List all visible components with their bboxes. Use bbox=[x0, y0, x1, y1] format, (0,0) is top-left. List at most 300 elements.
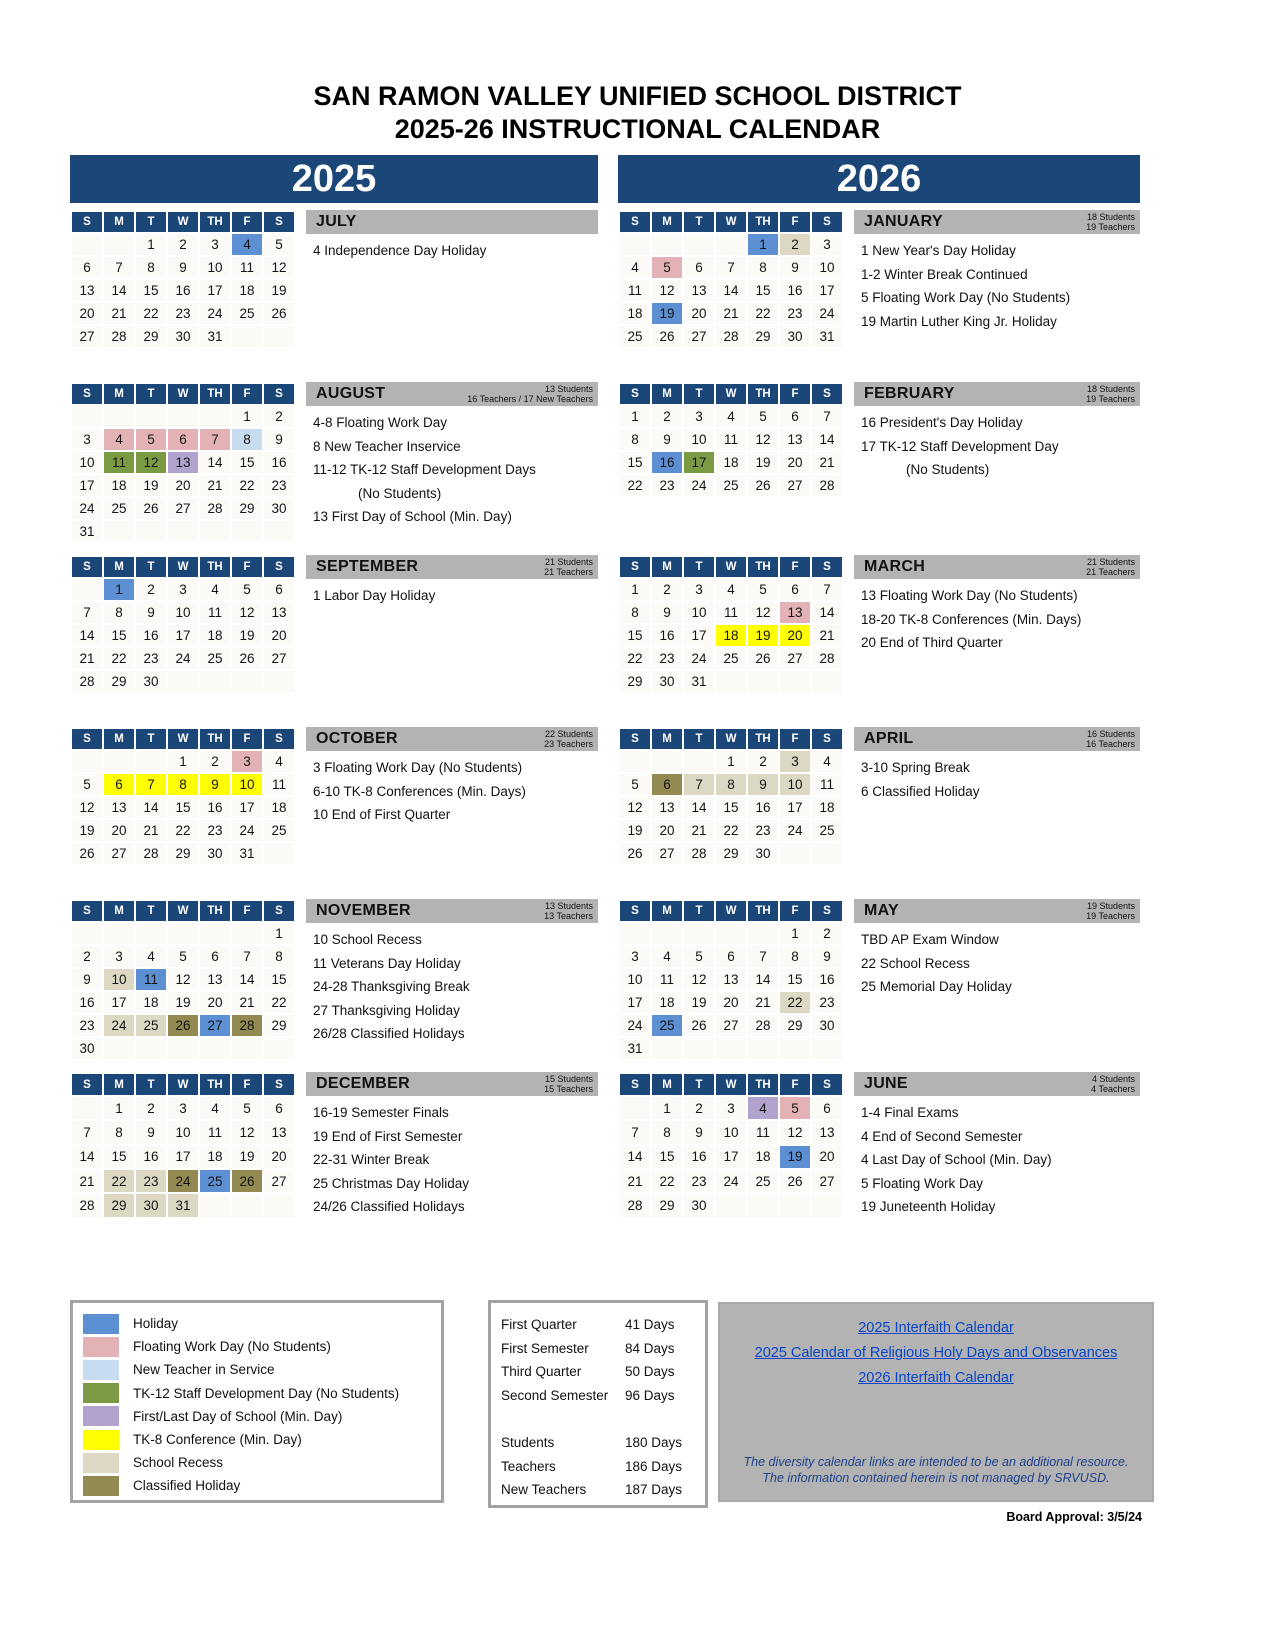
bottom-section bbox=[70, 1300, 1205, 1510]
day-cell: 16 bbox=[652, 625, 682, 646]
links-disclaimer: The diversity calendar links are intended to be an additional resource. The information contained herein is not managed by SRVUSD. bbox=[743, 1455, 1129, 1485]
empty-cell bbox=[168, 521, 198, 542]
day-cell: 10 bbox=[716, 1121, 746, 1143]
month-grid bbox=[70, 1072, 296, 1219]
day-cell-holiday: 1 bbox=[104, 579, 134, 600]
day-cell: 15 bbox=[168, 797, 198, 818]
day-cell: 12 bbox=[748, 602, 778, 623]
day-cell: 21 bbox=[104, 303, 134, 324]
day-cell-holiday: 16 bbox=[652, 452, 682, 473]
legend-swatch-classified bbox=[83, 1476, 119, 1496]
empty-cell bbox=[104, 923, 134, 944]
month-block-january bbox=[618, 210, 1140, 349]
day-cell: 1 bbox=[232, 406, 262, 427]
empty-cell bbox=[620, 751, 650, 772]
day-cell: 21 bbox=[200, 475, 230, 496]
day-cell: 28 bbox=[72, 671, 102, 692]
day-cell: 13 bbox=[652, 797, 682, 818]
legend-swatch-recess bbox=[83, 1453, 119, 1473]
legend-swatch-new_teacher bbox=[83, 1360, 119, 1380]
day-cell-recess: 23 bbox=[136, 1170, 166, 1192]
day-cell-floating: 4 bbox=[104, 429, 134, 450]
empty-cell bbox=[104, 234, 134, 255]
empty-cell bbox=[72, 751, 102, 772]
day-cell: 21 bbox=[136, 820, 166, 841]
day-header-cell: M bbox=[104, 212, 134, 232]
day-header-cell: S bbox=[264, 557, 294, 577]
day-cell: 21 bbox=[812, 452, 842, 473]
day-cell: 8 bbox=[136, 257, 166, 278]
day-header-cell: S bbox=[620, 557, 650, 577]
empty-cell bbox=[748, 1038, 778, 1059]
month-note: 25 Memorial Day Holiday bbox=[861, 979, 1012, 994]
day-header-cell: F bbox=[780, 212, 810, 232]
day-cell: 27 bbox=[104, 843, 134, 864]
month-title: FEBRUARY bbox=[864, 385, 955, 402]
day-cell: 21 bbox=[716, 303, 746, 324]
day-cell: 15 bbox=[104, 1146, 134, 1168]
day-cell: 26 bbox=[748, 648, 778, 669]
month-block-april bbox=[618, 727, 1140, 866]
summary-row bbox=[501, 1478, 697, 1502]
day-cell: 5 bbox=[72, 774, 102, 795]
month-note: 11-12 TK-12 Staff Development Days bbox=[313, 462, 536, 477]
day-cell: 26 bbox=[72, 843, 102, 864]
day-header-cell: S bbox=[620, 729, 650, 749]
legend-item-recess bbox=[83, 1451, 441, 1474]
day-cell-recess: 25 bbox=[136, 1015, 166, 1036]
day-cell: 4 bbox=[716, 579, 746, 600]
month-header-bar bbox=[306, 382, 598, 406]
month-notes bbox=[306, 555, 598, 694]
empty-cell bbox=[780, 1038, 810, 1059]
diversity-links-box bbox=[718, 1302, 1154, 1502]
day-cell: 14 bbox=[200, 452, 230, 473]
month-grid bbox=[70, 899, 296, 1061]
month-header-bar bbox=[306, 555, 598, 579]
day-cell: 23 bbox=[684, 1170, 714, 1192]
day-cell-tk8: 20 bbox=[780, 625, 810, 646]
month-day-counts: 16 Students 16 Teachers bbox=[1086, 729, 1135, 749]
day-header-cell: S bbox=[812, 729, 842, 749]
day-cell: 11 bbox=[716, 602, 746, 623]
summary-label: First Semester bbox=[501, 1340, 589, 1356]
day-cell-tk8: 8 bbox=[168, 774, 198, 795]
day-cell: 20 bbox=[200, 992, 230, 1013]
empty-cell bbox=[684, 923, 714, 944]
day-cell: 19 bbox=[136, 475, 166, 496]
day-cell: 10 bbox=[620, 969, 650, 990]
day-cell: 26 bbox=[620, 843, 650, 864]
month-header-bar bbox=[306, 899, 598, 923]
day-cell-holiday: 1 bbox=[748, 234, 778, 255]
empty-cell bbox=[200, 923, 230, 944]
day-cell: 17 bbox=[232, 797, 262, 818]
day-cell: 13 bbox=[264, 602, 294, 623]
month-day-counts: 15 Students 15 Teachers bbox=[544, 1074, 593, 1094]
day-cell: 1 bbox=[716, 751, 746, 772]
day-cell: 5 bbox=[620, 774, 650, 795]
day-cell: 23 bbox=[652, 648, 682, 669]
day-header-cell: S bbox=[264, 384, 294, 404]
empty-cell bbox=[104, 406, 134, 427]
day-cell: 4 bbox=[716, 406, 746, 427]
day-cell: 11 bbox=[232, 257, 262, 278]
calendar-link[interactable]: 2025 Interfaith Calendar bbox=[858, 1320, 1014, 1336]
month-note: (No Students) bbox=[906, 462, 990, 477]
empty-cell bbox=[780, 671, 810, 692]
day-cell: 20 bbox=[264, 625, 294, 646]
day-header-cell: TH bbox=[748, 212, 778, 232]
summary-row bbox=[501, 1384, 697, 1408]
day-cell: 22 bbox=[716, 820, 746, 841]
day-cell: 15 bbox=[232, 452, 262, 473]
month-title: MARCH bbox=[864, 558, 926, 575]
day-cell: 24 bbox=[72, 498, 102, 519]
day-cell: 5 bbox=[232, 1097, 262, 1119]
day-header-cell: T bbox=[684, 212, 714, 232]
day-cell: 30 bbox=[748, 843, 778, 864]
day-cell-tk8: 7 bbox=[136, 774, 166, 795]
empty-cell bbox=[652, 1038, 682, 1059]
day-cell: 3 bbox=[200, 234, 230, 255]
day-cell: 30 bbox=[264, 498, 294, 519]
month-day-counts: 4 Students 4 Teachers bbox=[1091, 1074, 1135, 1094]
day-cell: 6 bbox=[264, 579, 294, 600]
day-cell: 13 bbox=[200, 969, 230, 990]
day-cell: 28 bbox=[716, 326, 746, 347]
month-note: 5 Floating Work Day bbox=[861, 1175, 984, 1191]
month-note: 20 End of Third Quarter bbox=[861, 635, 1003, 650]
day-cell: 12 bbox=[168, 969, 198, 990]
day-cell: 2 bbox=[652, 406, 682, 427]
day-header-cell: TH bbox=[200, 901, 230, 921]
day-header-cell: TH bbox=[200, 212, 230, 232]
day-cell: 24 bbox=[684, 648, 714, 669]
day-cell: 2 bbox=[168, 234, 198, 255]
day-cell: 22 bbox=[232, 475, 262, 496]
day-cell: 28 bbox=[812, 648, 842, 669]
day-cell: 17 bbox=[168, 625, 198, 646]
day-cell-recess: 24 bbox=[104, 1015, 134, 1036]
empty-cell bbox=[812, 671, 842, 692]
day-cell: 19 bbox=[620, 820, 650, 841]
summary-label: Teachers bbox=[501, 1458, 556, 1474]
month-note: 1 Labor Day Holiday bbox=[313, 588, 436, 603]
month-header-bar bbox=[854, 210, 1140, 234]
day-header-cell: W bbox=[716, 1074, 746, 1095]
day-cell: 29 bbox=[716, 843, 746, 864]
day-header-cell: F bbox=[232, 729, 262, 749]
month-day-counts: 13 Students 13 Teachers bbox=[544, 901, 593, 921]
day-cell: 10 bbox=[684, 429, 714, 450]
day-cell: 5 bbox=[748, 406, 778, 427]
day-cell: 28 bbox=[812, 475, 842, 496]
district-name: SAN RAMON VALLEY UNIFIED SCHOOL DISTRICT bbox=[313, 81, 962, 111]
day-cell: 18 bbox=[620, 303, 650, 324]
month-notes bbox=[306, 382, 598, 544]
summary-row bbox=[501, 1337, 697, 1361]
day-cell-tk8: 9 bbox=[200, 774, 230, 795]
day-cell: 18 bbox=[104, 475, 134, 496]
summary-label: New Teachers bbox=[501, 1482, 587, 1498]
day-header-cell: S bbox=[812, 901, 842, 921]
legend-box bbox=[70, 1300, 444, 1503]
month-title: JUNE bbox=[864, 1075, 908, 1092]
day-cell: 30 bbox=[652, 671, 682, 692]
empty-cell bbox=[652, 923, 682, 944]
day-cell: 7 bbox=[812, 579, 842, 600]
day-cell: 14 bbox=[716, 280, 746, 301]
day-header-cell: T bbox=[684, 557, 714, 577]
empty-cell bbox=[72, 406, 102, 427]
month-note: 19 Martin Luther King Jr. Holiday bbox=[861, 313, 1057, 329]
day-cell: 20 bbox=[652, 820, 682, 841]
day-cell: 9 bbox=[136, 602, 166, 623]
legend-label: Floating Work Day (No Students) bbox=[133, 1339, 331, 1355]
day-cell: 2 bbox=[652, 579, 682, 600]
day-cell: 12 bbox=[620, 797, 650, 818]
day-header-cell: S bbox=[264, 1074, 294, 1095]
day-cell: 24 bbox=[200, 303, 230, 324]
day-cell-recess: 22 bbox=[780, 992, 810, 1013]
board-approval: Board Approval: 3/5/24 bbox=[1006, 1510, 1142, 1524]
month-header-bar bbox=[854, 727, 1140, 751]
day-cell: 22 bbox=[264, 992, 294, 1013]
day-cell: 9 bbox=[652, 602, 682, 623]
day-cell: 23 bbox=[652, 475, 682, 496]
day-cell: 7 bbox=[72, 602, 102, 623]
empty-cell bbox=[168, 671, 198, 692]
day-cell-tk8: 6 bbox=[104, 774, 134, 795]
day-cell: 10 bbox=[168, 1121, 198, 1143]
month-note: 24-28 Thanksgiving Break bbox=[313, 979, 470, 994]
day-header-cell: F bbox=[232, 212, 262, 232]
day-cell: 3 bbox=[168, 579, 198, 600]
day-cell-floating: 6 bbox=[168, 429, 198, 450]
month-note: 17 TK-12 Staff Development Day bbox=[861, 438, 1059, 454]
month-note: 4 Independence Day Holiday bbox=[313, 243, 487, 258]
day-cell: 15 bbox=[136, 280, 166, 301]
month-grid bbox=[618, 210, 844, 349]
month-notes bbox=[854, 899, 1140, 1061]
day-cell-classified: 28 bbox=[232, 1015, 262, 1036]
day-cell: 1 bbox=[104, 1097, 134, 1119]
month-block-november bbox=[70, 899, 598, 1061]
legend-label: TK-8 Conference (Min. Day) bbox=[133, 1432, 302, 1448]
day-cell: 18 bbox=[264, 797, 294, 818]
day-header-cell: T bbox=[136, 384, 166, 404]
day-cell: 11 bbox=[652, 969, 682, 990]
day-cell: 11 bbox=[620, 280, 650, 301]
day-cell: 27 bbox=[684, 326, 714, 347]
empty-cell bbox=[232, 521, 262, 542]
day-cell: 15 bbox=[780, 969, 810, 990]
month-day-counts: 22 Students 23 Teachers bbox=[544, 729, 593, 749]
day-cell-recess: 3 bbox=[780, 751, 810, 772]
day-cell: 7 bbox=[620, 1121, 650, 1143]
day-cell: 8 bbox=[620, 429, 650, 450]
day-cell: 30 bbox=[812, 1015, 842, 1036]
day-cell-recess: 7 bbox=[684, 774, 714, 795]
day-cell-floating: 5 bbox=[780, 1097, 810, 1119]
day-header-cell: T bbox=[136, 557, 166, 577]
day-cell: 20 bbox=[72, 303, 102, 324]
month-header-bar bbox=[854, 555, 1140, 579]
day-cell: 19 bbox=[168, 992, 198, 1013]
day-cell: 25 bbox=[232, 303, 262, 324]
day-cell: 28 bbox=[72, 1194, 102, 1216]
day-cell: 29 bbox=[620, 671, 650, 692]
day-header-cell: M bbox=[104, 729, 134, 749]
day-cell: 21 bbox=[72, 648, 102, 669]
legend-swatch-floating bbox=[83, 1337, 119, 1357]
empty-cell bbox=[264, 671, 294, 692]
day-cell: 16 bbox=[684, 1146, 714, 1168]
empty-cell bbox=[200, 1038, 230, 1059]
day-cell: 8 bbox=[652, 1121, 682, 1143]
day-cell: 23 bbox=[748, 820, 778, 841]
empty-cell bbox=[620, 1097, 650, 1119]
empty-cell bbox=[264, 1038, 294, 1059]
day-cell: 15 bbox=[104, 625, 134, 646]
day-cell-recess: 10 bbox=[780, 774, 810, 795]
day-header-cell: F bbox=[232, 1074, 262, 1095]
summary-value: 187 Days bbox=[625, 1482, 683, 1498]
day-cell: 28 bbox=[684, 843, 714, 864]
day-header-cell: TH bbox=[200, 557, 230, 577]
month-header-bar bbox=[854, 382, 1140, 406]
day-header-cell: F bbox=[232, 901, 262, 921]
month-day-counts: 21 Students 21 Teachers bbox=[1086, 557, 1135, 577]
day-header-cell: S bbox=[72, 212, 102, 232]
day-cell: 31 bbox=[232, 843, 262, 864]
day-cell: 27 bbox=[812, 1170, 842, 1192]
day-cell: 16 bbox=[748, 797, 778, 818]
month-title: SEPTEMBER bbox=[316, 558, 419, 575]
day-cell: 27 bbox=[168, 498, 198, 519]
day-cell-classified: 6 bbox=[652, 774, 682, 795]
day-cell: 30 bbox=[136, 671, 166, 692]
day-header-cell: S bbox=[264, 901, 294, 921]
day-cell-tk8: 18 bbox=[716, 625, 746, 646]
day-cell-floating: 5 bbox=[136, 429, 166, 450]
day-cell: 25 bbox=[200, 648, 230, 669]
month-day-counts: 18 Students 19 Teachers bbox=[1086, 384, 1135, 404]
legend-item-new_teacher bbox=[83, 1358, 441, 1381]
day-cell: 30 bbox=[780, 326, 810, 347]
day-cell: 12 bbox=[652, 280, 682, 301]
month-note: 1 New Year's Day Holiday bbox=[861, 243, 1016, 258]
empty-cell bbox=[264, 521, 294, 542]
day-cell-holiday: 27 bbox=[200, 1015, 230, 1036]
legend-item-staff_dev bbox=[83, 1382, 441, 1405]
day-cell: 27 bbox=[716, 1015, 746, 1036]
day-cell: 9 bbox=[264, 429, 294, 450]
day-cell: 14 bbox=[748, 969, 778, 990]
day-cell: 11 bbox=[812, 774, 842, 795]
month-header-bar bbox=[306, 727, 598, 751]
day-cell: 12 bbox=[780, 1121, 810, 1143]
month-note: 1-2 Winter Break Continued bbox=[861, 266, 1028, 282]
day-cell-holiday: 19 bbox=[652, 303, 682, 324]
day-cell: 3 bbox=[72, 429, 102, 450]
day-header-cell: F bbox=[780, 557, 810, 577]
month-note: 3-10 Spring Break bbox=[861, 760, 970, 775]
legend-swatch-tk8 bbox=[83, 1430, 119, 1450]
day-cell: 27 bbox=[264, 1170, 294, 1192]
empty-cell bbox=[72, 923, 102, 944]
empty-cell bbox=[168, 1038, 198, 1059]
day-header-cell: T bbox=[136, 212, 166, 232]
day-cell: 28 bbox=[200, 498, 230, 519]
day-cell: 2 bbox=[748, 751, 778, 772]
day-cell: 28 bbox=[136, 843, 166, 864]
day-header-cell: M bbox=[652, 212, 682, 232]
day-cell: 13 bbox=[780, 429, 810, 450]
day-cell: 20 bbox=[264, 1146, 294, 1168]
day-header-cell: M bbox=[104, 557, 134, 577]
calendar-link[interactable]: 2025 Calendar of Religious Holy Days and Observances bbox=[754, 1345, 1118, 1361]
day-cell: 30 bbox=[72, 1038, 102, 1059]
day-cell-tk8: 19 bbox=[748, 625, 778, 646]
day-cell-recess: 9 bbox=[748, 774, 778, 795]
empty-cell bbox=[684, 234, 714, 255]
month-grid bbox=[70, 382, 296, 544]
day-cell: 29 bbox=[168, 843, 198, 864]
day-cell: 14 bbox=[620, 1146, 650, 1168]
day-cell: 24 bbox=[620, 1015, 650, 1036]
day-cell-holiday: 25 bbox=[652, 1015, 682, 1036]
day-cell: 30 bbox=[168, 326, 198, 347]
day-cell: 19 bbox=[72, 820, 102, 841]
day-cell: 6 bbox=[812, 1097, 842, 1119]
day-cell: 11 bbox=[748, 1121, 778, 1143]
day-cell: 4 bbox=[620, 257, 650, 278]
month-note: 25 Christmas Day Holiday bbox=[313, 1175, 470, 1191]
summary-value: 180 Days bbox=[625, 1435, 683, 1451]
day-cell: 24 bbox=[168, 648, 198, 669]
day-cell: 13 bbox=[716, 969, 746, 990]
calendar-link[interactable]: 2026 Interfaith Calendar bbox=[858, 1370, 1014, 1386]
day-header-cell: TH bbox=[200, 1074, 230, 1095]
day-header-cell: F bbox=[232, 384, 262, 404]
day-cell: 3 bbox=[620, 946, 650, 967]
day-cell: 15 bbox=[748, 280, 778, 301]
month-block-june bbox=[618, 1072, 1140, 1219]
month-title: DECEMBER bbox=[316, 1075, 410, 1092]
year-header-2026: 2026 bbox=[618, 155, 1140, 203]
day-header-cell: F bbox=[780, 384, 810, 404]
month-grid bbox=[618, 1072, 844, 1219]
day-cell: 19 bbox=[684, 992, 714, 1013]
empty-cell bbox=[748, 1194, 778, 1216]
day-cell: 29 bbox=[104, 671, 134, 692]
day-cell: 10 bbox=[72, 452, 102, 473]
empty-cell bbox=[652, 234, 682, 255]
day-cell: 1 bbox=[652, 1097, 682, 1119]
day-header-cell: TH bbox=[748, 557, 778, 577]
month-note: 4 End of Second Semester bbox=[861, 1128, 1023, 1144]
day-cell: 16 bbox=[136, 625, 166, 646]
empty-cell bbox=[264, 843, 294, 864]
day-cell: 31 bbox=[812, 326, 842, 347]
day-cell: 1 bbox=[264, 923, 294, 944]
day-cell: 29 bbox=[232, 498, 262, 519]
month-note: 24/26 Classified Holidays bbox=[313, 1199, 465, 1214]
day-cell: 21 bbox=[232, 992, 262, 1013]
month-day-counts: 19 Students 19 Teachers bbox=[1086, 901, 1135, 921]
